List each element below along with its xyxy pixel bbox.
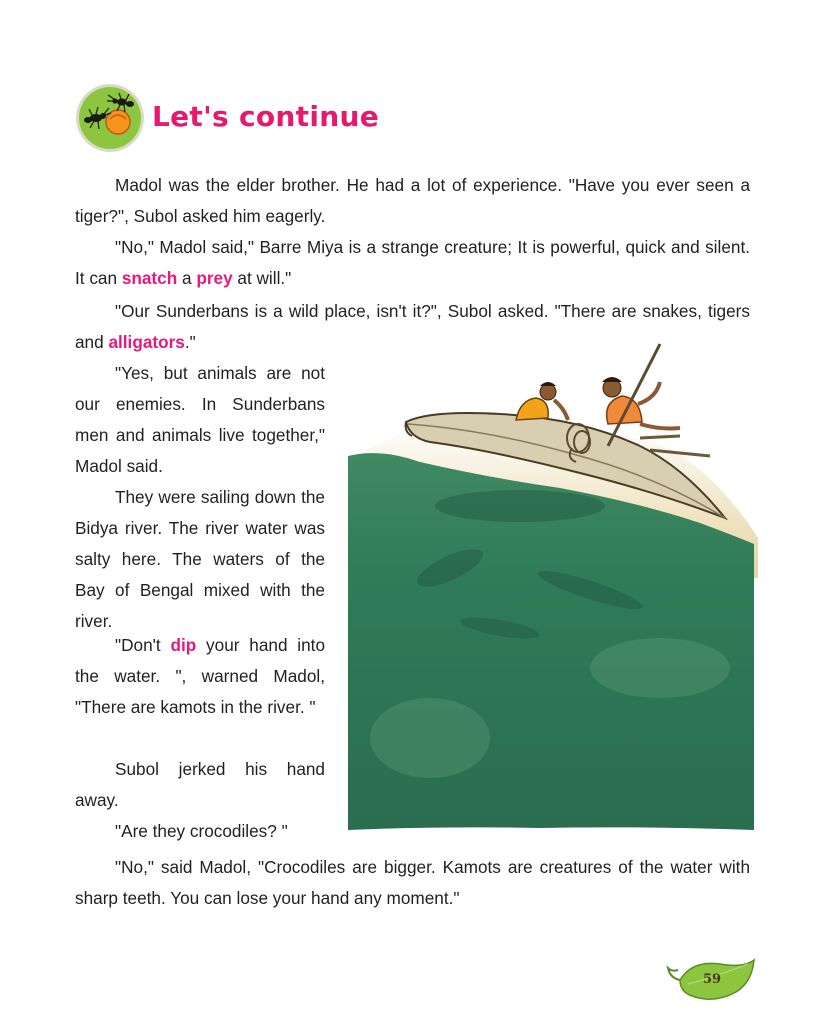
paragraph-4: "Yes, but animals are not our enemies. In Sunderbans men and animals live together," Madol said. (75, 363, 325, 476)
vocab-snatch: snatch (121, 268, 178, 288)
paragraph-1: Madol was the elder brother. He had a lot of experience. "Have you ever seen a tiger?", Subol asked him eagerly. (75, 175, 750, 226)
paragraph-8: "Are they crocodiles? " (115, 821, 288, 841)
paragraph-3-text-a: "Our Sunderbans is a wild place, isn't it?", Subol asked. "There are snakes, tigers and (75, 301, 750, 352)
paragraph-5: They were sailing down the Bidya river. The river water was salty here. The waters of the Bay of Bengal mixed with the river. (75, 487, 325, 631)
paragraph-6 (75, 630, 325, 723)
page-number: 59 (702, 972, 722, 987)
paragraph-6-text-a: "Don't (115, 635, 171, 655)
paragraph-2-text-c: at will." (232, 268, 292, 288)
paragraph-7: Subol jerked his hand away. (75, 759, 325, 810)
paragraph-2-text-b: a (177, 268, 197, 288)
vocab-prey: prey (196, 268, 233, 288)
paragraph-9: "No," said Madol, "Crocodiles are bigger. Kamots are creatures of the water with sharp teeth. You can lose your hand any moment." (75, 857, 750, 908)
ant-badge-icon (74, 82, 146, 154)
boat-river-illustration (340, 338, 758, 834)
page-title: Let's continue (152, 100, 380, 133)
paragraph-3-text-b: ." (184, 332, 196, 352)
vocab-alligators: alligators (108, 332, 185, 352)
paragraph-2 (75, 232, 750, 294)
vocab-dip: dip (170, 635, 197, 655)
paragraph-2-text-a: "No," Madol said," Barre Miya is a strange creature; It is powerful, quick and silent. It can (75, 237, 750, 288)
section-heading (74, 82, 434, 154)
paragraph-6-text-b: your hand into the water. ", warned Madol, "There are kamots in the river. " (75, 635, 325, 717)
